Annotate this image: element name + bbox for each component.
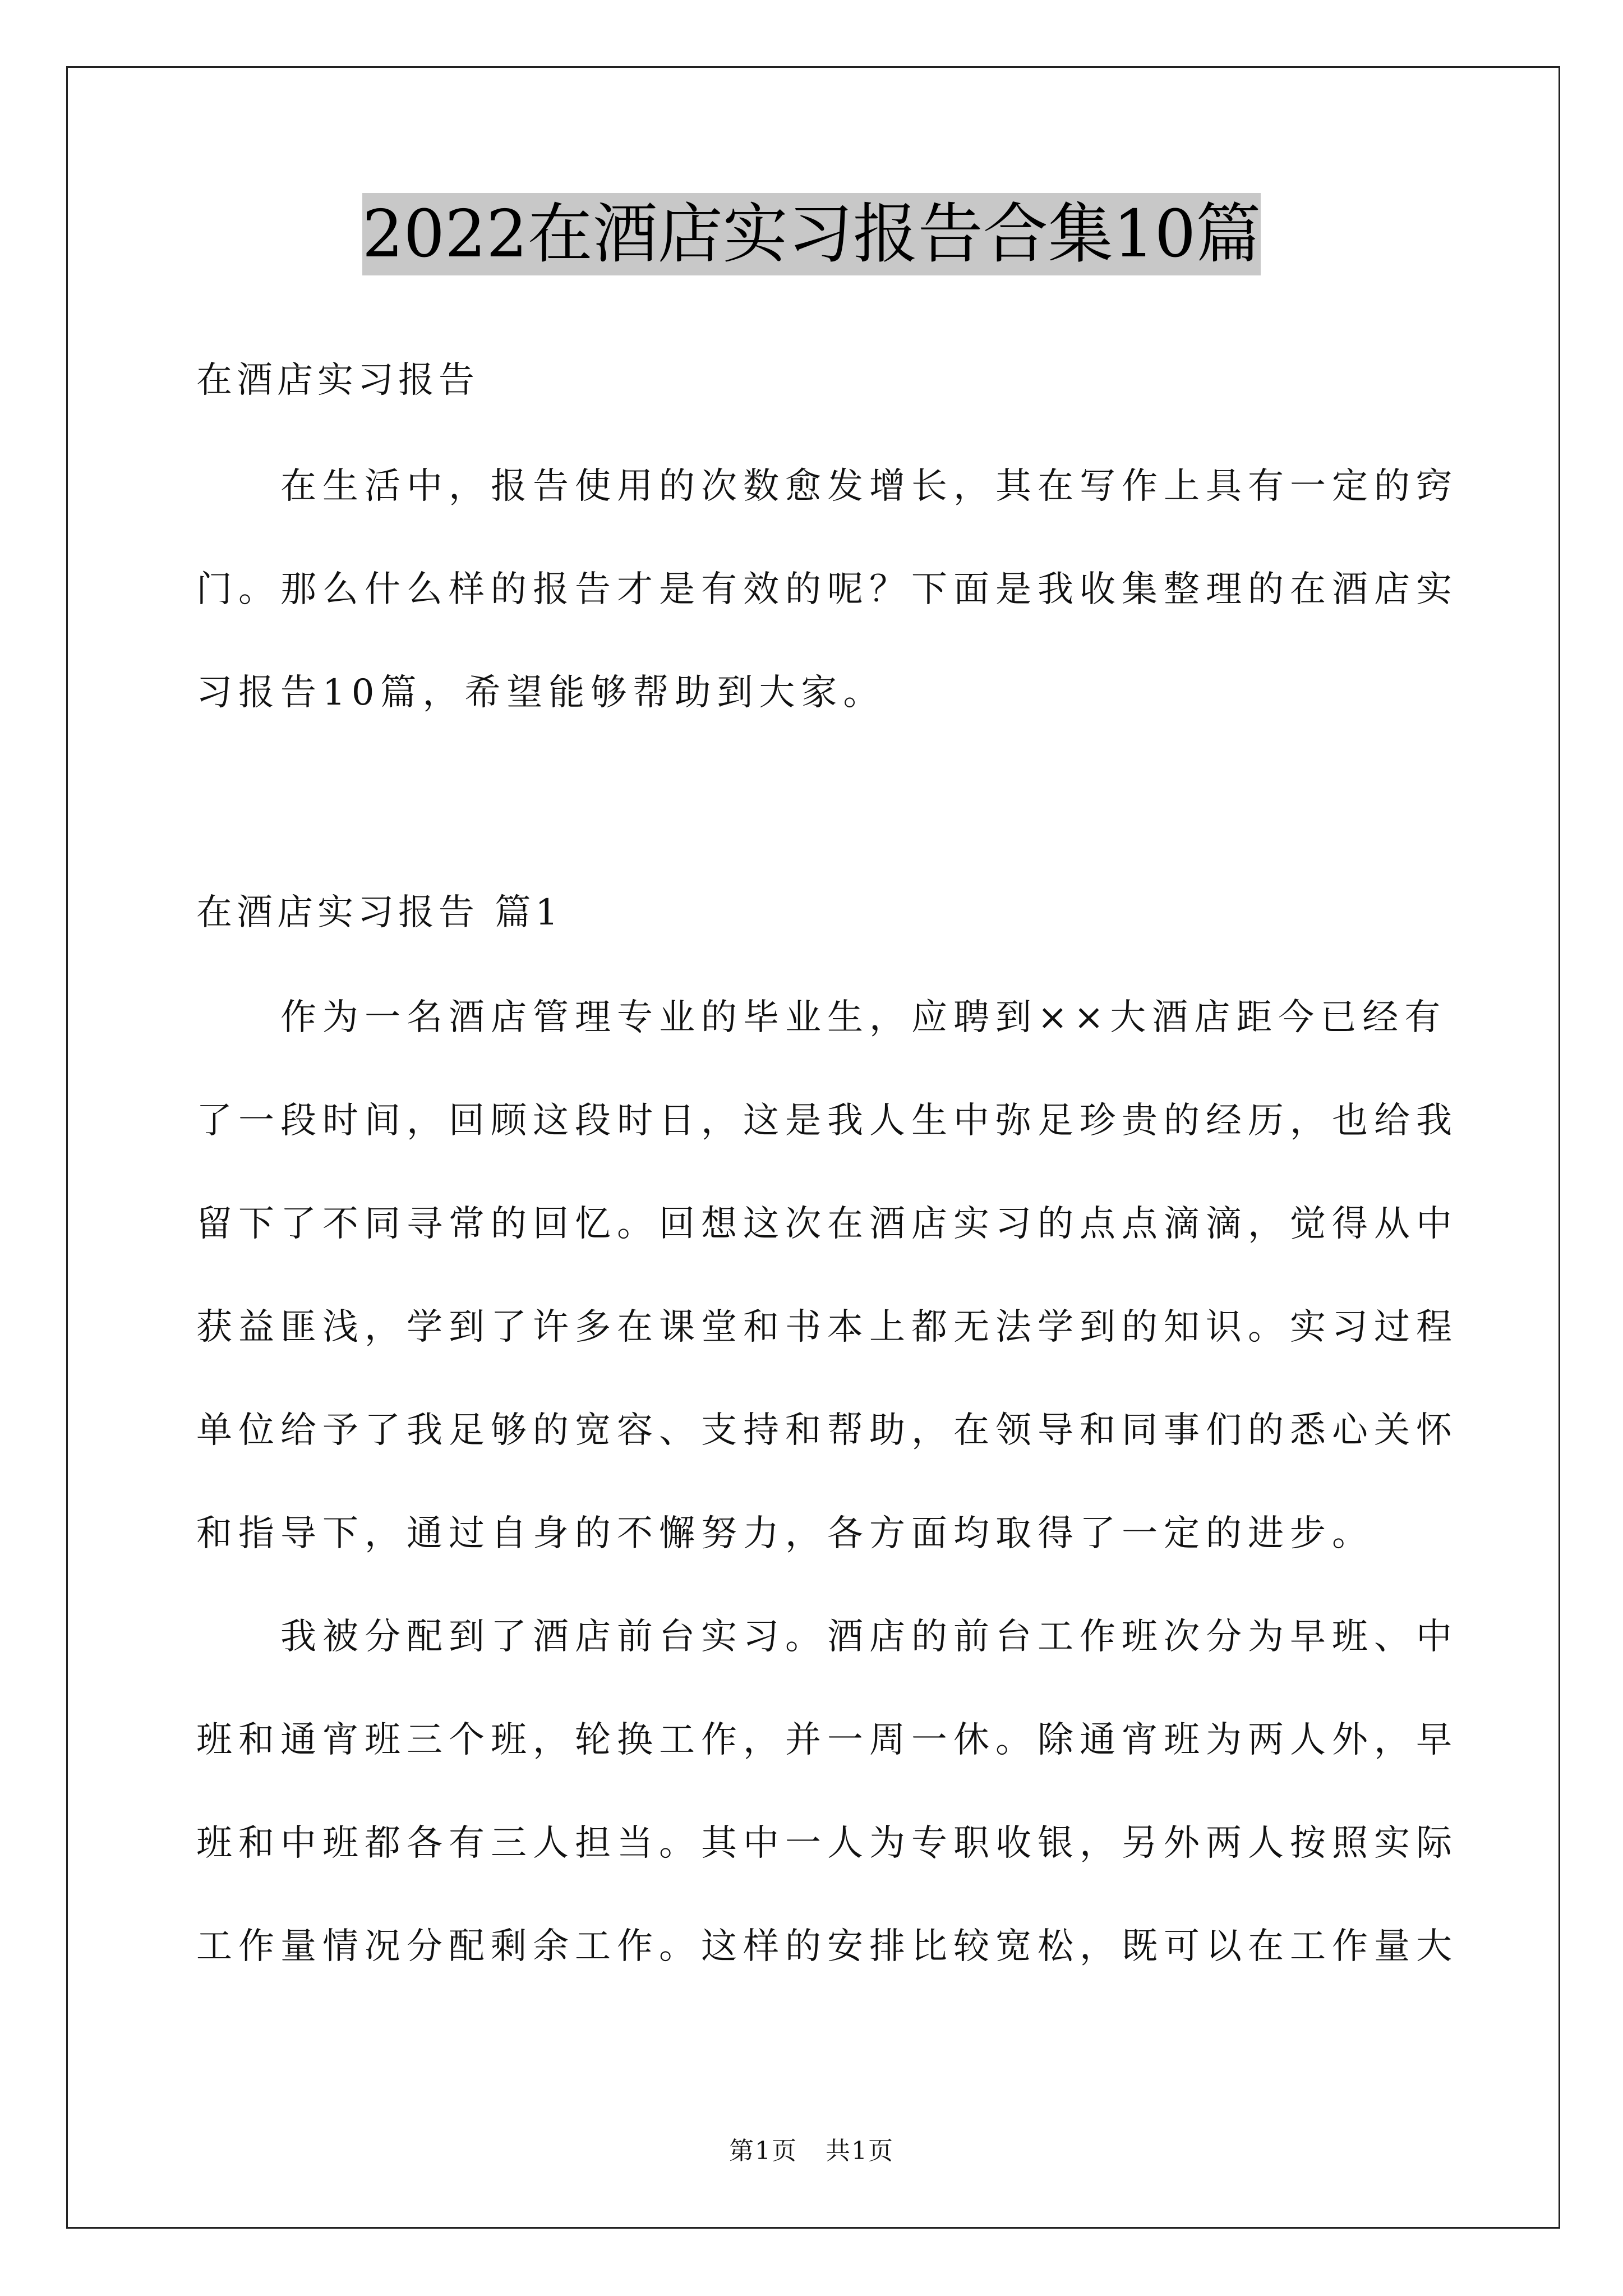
section-heading: 在酒店实习报告 篇1 [196,892,563,933]
subtitle: 在酒店实习报告 [196,360,479,401]
paragraph-line: 班和通宵班三个班，轮换工作，并一周一休。除通宵班为两人外，早 [196,1719,1458,1761]
document-title [0,196,1623,272]
paragraph-line: 和指导下，通过自身的不懈努力，各方面均取得了一定的进步。 [196,1513,1374,1554]
intro-line-2: 门。那么什么样的报告才是有效的呢？下面是我收集整理的在酒店实 [196,569,1458,610]
intro-line-1: 在生活中，报告使用的次数愈发增长，其在写作上具有一定的窍 [280,466,1458,507]
page-footer [0,2131,1623,2166]
paragraph-line: 作为一名酒店管理专业的毕业生，应聘到××大酒店距今已经有 [280,997,1447,1038]
intro-line-3: 习报告10篇，希望能够帮助到大家。 [196,672,886,714]
paragraph-line: 单位给予了我足够的宽容、支持和帮助，在领导和同事们的悉心关怀 [196,1410,1458,1451]
paragraph-line: 了一段时间，回顾这段时日，这是我人生中弥足珍贵的经历，也给我 [196,1100,1458,1142]
page-number: 第1页 [729,2137,797,2165]
paragraph-line: 留下了不同寻常的回忆。回想这次在酒店实习的点点滴滴，觉得从中 [196,1203,1458,1245]
paragraph-line: 班和中班都各有三人担当。其中一人为专职收银，另外两人按照实际 [196,1823,1458,1864]
paragraph-line: 获益匪浅，学到了许多在课堂和书本上都无法学到的知识。实习过程 [196,1306,1458,1348]
paragraph-line: 我被分配到了酒店前台实习。酒店的前台工作班次分为早班、中 [280,1616,1458,1658]
document-title-text: 2022在酒店实习报告合集10篇 [362,193,1261,275]
paragraph-line: 工作量情况分配剩余工作。这样的安排比较宽松，既可以在工作量大 [196,1926,1458,1967]
page-total: 共1页 [826,2137,894,2165]
